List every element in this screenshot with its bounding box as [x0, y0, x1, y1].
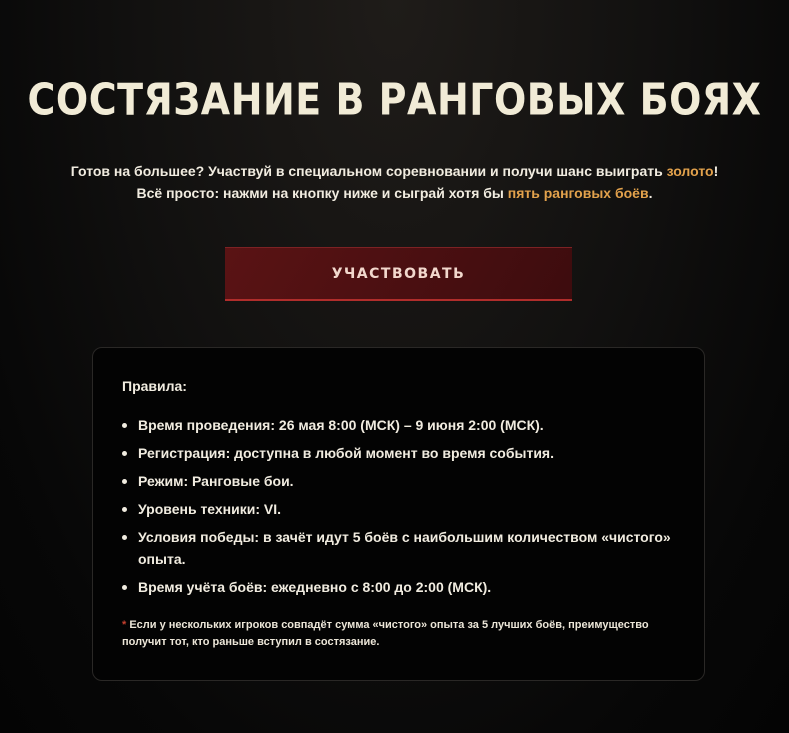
bullet-icon	[122, 585, 127, 590]
footnote-asterisk: *	[122, 619, 127, 631]
rule-text: Время учёта боёв: ежедневно с 8:00 до 2:00 (МСК).	[138, 579, 492, 595]
rule-text: Уровень техники: VI.	[138, 501, 282, 517]
rule-item-mode	[122, 470, 682, 492]
footnote-text: Если у нескольких игроков совпадёт сумма «чистого» опыта за 5 лучших боёв, преимущество получит тот, кто раньше вступил в состязание.	[122, 619, 649, 648]
bullet-icon	[122, 479, 127, 484]
rule-text: Регистрация: доступна в любой момент во время события.	[138, 445, 554, 461]
rules-card	[92, 347, 705, 681]
bullet-icon	[122, 535, 127, 540]
rule-text: Условия победы: в зачёт идут 5 боёв с наибольшим количеством «чистого» опыта.	[138, 529, 671, 567]
rule-item-tier	[122, 498, 682, 520]
intro-line-2-text: Всё просто: нажми на кнопку ниже и сыграй хотя бы	[136, 185, 508, 201]
rules-heading: Правила:	[122, 378, 187, 394]
rule-item-registration	[122, 442, 682, 464]
intro-line-2	[0, 182, 789, 204]
rules-list	[122, 414, 682, 604]
gold-link: золото	[666, 163, 714, 179]
rule-item-dates	[122, 414, 682, 436]
five-battles-highlight: пять ранговых боёв	[507, 185, 649, 201]
intro-line-2-end: .	[648, 185, 653, 201]
intro-text	[0, 160, 789, 204]
rule-item-time	[122, 576, 682, 598]
intro-line-1-end: !	[713, 163, 719, 179]
rule-text: Режим: Ранговые бои.	[138, 473, 294, 489]
rules-footnote	[122, 617, 682, 651]
join-button[interactable]	[225, 247, 572, 301]
rule-text: Время проведения: 26 мая 8:00 (МСК) – 9 июня 2:00 (МСК).	[138, 417, 544, 433]
bullet-icon	[122, 451, 127, 456]
bullet-icon	[122, 423, 127, 428]
intro-line-1-text: Готов на большее? Участвуй в специальном соревновании и получи шанс выиграть	[70, 163, 667, 179]
intro-line-1	[0, 160, 789, 182]
rule-item-victory	[122, 526, 682, 570]
bullet-icon	[122, 507, 127, 512]
page-title: СОСТЯЗАНИЕ В РАНГОВЫХ БОЯХ	[27, 74, 762, 125]
join-button-label: УЧАСТВОВАТЬ	[331, 265, 466, 282]
